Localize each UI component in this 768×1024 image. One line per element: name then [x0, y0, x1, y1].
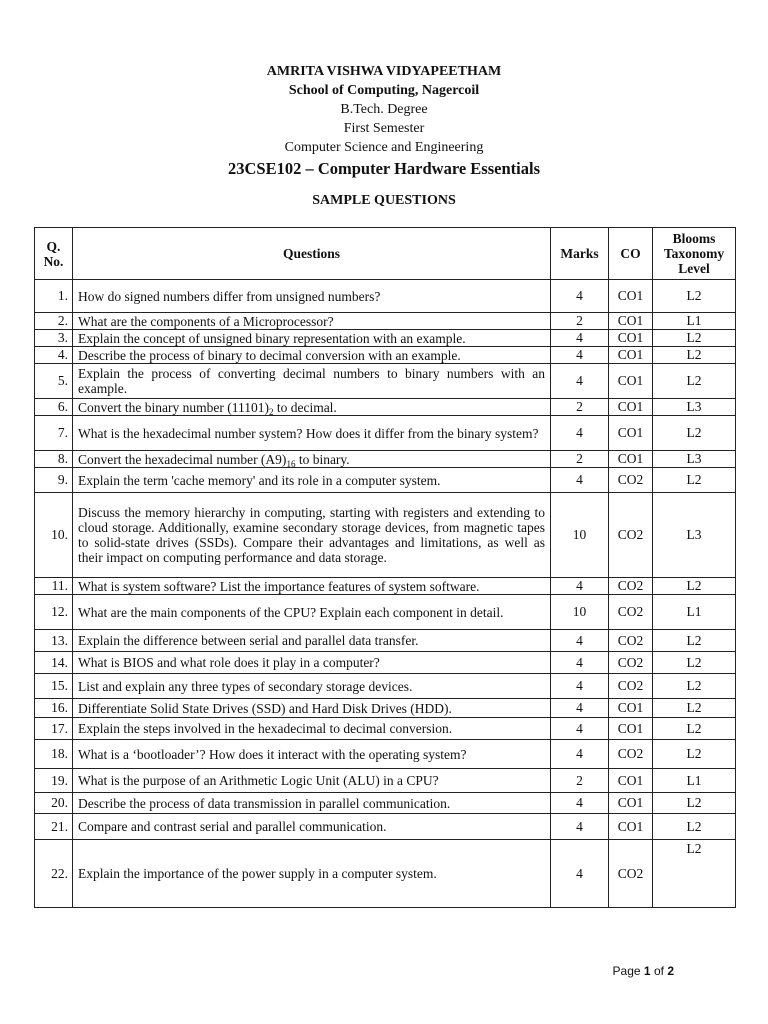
question-text: Differentiate Solid State Drives (SSD) and Hard Disk Drives (HDD). [73, 699, 551, 718]
table-row [35, 740, 736, 769]
row-number: 15. [35, 674, 73, 699]
question-text: What is the hexadecimal number system? How does it differ from the binary system? [73, 416, 551, 451]
course-outcome: CO1 [609, 399, 653, 416]
marks: 4 [551, 814, 609, 840]
table-row [35, 840, 736, 908]
question-text: What is the purpose of an Arithmetic Logic Unit (ALU) in a CPU? [73, 769, 551, 793]
department: Computer Science and Engineering [284, 140, 484, 155]
marks: 4 [551, 364, 609, 399]
blooms-level: L2 [653, 652, 736, 674]
blooms-level: L2 [653, 468, 736, 493]
marks: 4 [551, 674, 609, 699]
blooms-level: L3 [653, 493, 736, 578]
row-number: 1. [35, 280, 73, 313]
question-text: How do signed numbers differ from unsigned numbers? [73, 280, 551, 313]
row-number: 18. [35, 740, 73, 769]
table-row [35, 399, 736, 416]
blooms-level: L2 [653, 740, 736, 769]
row-number: 13. [35, 630, 73, 652]
marks: 4 [551, 416, 609, 451]
table-row [35, 578, 736, 595]
course-outcome: CO2 [609, 630, 653, 652]
course-outcome: CO1 [609, 330, 653, 347]
table-row [35, 416, 736, 451]
table-header-row [35, 228, 736, 280]
question-text: Describe the process of binary to decimal conversion with an example. [73, 347, 551, 364]
question-text: What is BIOS and what role does it play in a computer? [73, 652, 551, 674]
section-title: SAMPLE QUESTIONS [312, 193, 456, 208]
blooms-level: L2 [653, 347, 736, 364]
blooms-level: L2 [653, 630, 736, 652]
row-number: 21. [35, 814, 73, 840]
marks: 4 [551, 280, 609, 313]
questions-table [34, 227, 736, 908]
question-text: What is a ‘bootloader’? How does it interact with the operating system? [73, 740, 551, 769]
marks: 2 [551, 313, 609, 330]
course-outcome: CO2 [609, 468, 653, 493]
blooms-level: L2 [653, 814, 736, 840]
page-total: 2 [667, 964, 674, 978]
row-number: 6. [35, 399, 73, 416]
row-number: 14. [35, 652, 73, 674]
question-text [73, 399, 551, 416]
marks: 4 [551, 699, 609, 718]
row-number: 8. [35, 451, 73, 468]
row-number: 19. [35, 769, 73, 793]
question-text: What are the main components of the CPU? Explain each component in detail. [73, 595, 551, 630]
question-text: Explain the steps involved in the hexadecimal to decimal conversion. [73, 718, 551, 740]
semester: First Semester [343, 121, 425, 136]
marks: 4 [551, 347, 609, 364]
marks: 2 [551, 769, 609, 793]
row-number: 2. [35, 313, 73, 330]
question-text: Discuss the memory hierarchy in computing, starting with registers and extending to cloud storage. Additionally, examine secondary storage devices, from magnetic tapes to solid-state drives (SSDs). Compare their advantages and limitations, as well as their impact on computing performance and data storage. [73, 493, 551, 578]
question-text: Compare and contrast serial and parallel communication. [73, 814, 551, 840]
base-subscript: 16 [286, 458, 296, 469]
table-row [35, 330, 736, 347]
question-text: What is system software? List the importance features of system software. [73, 578, 551, 595]
course-outcome: CO1 [609, 769, 653, 793]
question-text-part: Convert the hexadecimal number (A9) [78, 451, 287, 467]
course-outcome: CO1 [609, 718, 653, 740]
course-outcome: CO2 [609, 740, 653, 769]
marks: 2 [551, 399, 609, 416]
row-number: 16. [35, 699, 73, 718]
marks: 4 [551, 840, 609, 908]
row-number: 10. [35, 493, 73, 578]
marks: 10 [551, 493, 609, 578]
degree: B.Tech. Degree [340, 102, 428, 117]
question-text: Explain the importance of the power supply in a computer system. [73, 840, 551, 908]
table-row [35, 630, 736, 652]
row-number: 11. [35, 578, 73, 595]
course-outcome: CO1 [609, 416, 653, 451]
header-blooms: Blooms Taxonomy Level [653, 228, 736, 280]
course-outcome: CO1 [609, 313, 653, 330]
blooms-level: L2 [653, 330, 736, 347]
row-number: 12. [35, 595, 73, 630]
question-text-part: Convert the binary number (11101) [78, 399, 269, 415]
question-text: Explain the difference between serial and parallel data transfer. [73, 630, 551, 652]
question-text: Explain the term 'cache memory' and its role in a computer system. [73, 468, 551, 493]
header-marks: Marks [551, 228, 609, 280]
blooms-level: L2 [653, 364, 736, 399]
question-text: Explain the process of converting decimal numbers to binary numbers with an example. [73, 364, 551, 399]
table-row [35, 468, 736, 493]
marks: 10 [551, 595, 609, 630]
table-row [35, 280, 736, 313]
course-outcome: CO2 [609, 840, 653, 908]
page-label: Page [612, 964, 641, 978]
page-footer [613, 964, 674, 978]
table-row [35, 674, 736, 699]
marks: 4 [551, 578, 609, 595]
question-text: Explain the concept of unsigned binary representation with an example. [73, 330, 551, 347]
page-current: 1 [643, 964, 651, 978]
marks: 4 [551, 630, 609, 652]
blooms-level: L1 [653, 595, 736, 630]
course-outcome: CO1 [609, 364, 653, 399]
course-outcome: CO1 [609, 793, 653, 814]
blooms-level: L2 [653, 793, 736, 814]
question-text: Describe the process of data transmission in parallel communication. [73, 793, 551, 814]
marks: 4 [551, 468, 609, 493]
base-subscript: 2 [268, 406, 274, 417]
table-row [35, 595, 736, 630]
table-row [35, 718, 736, 740]
question-text [73, 451, 551, 468]
course-outcome: CO1 [609, 280, 653, 313]
course-outcome: CO2 [609, 493, 653, 578]
table-row [35, 793, 736, 814]
course-outcome: CO2 [609, 578, 653, 595]
row-number: 9. [35, 468, 73, 493]
table-row [35, 313, 736, 330]
blooms-level: L2 [653, 699, 736, 718]
header-qno: Q. No. [35, 228, 73, 280]
row-number: 3. [35, 330, 73, 347]
course-outcome: CO1 [609, 814, 653, 840]
course-outcome: CO1 [609, 451, 653, 468]
blooms-level: L2 [653, 674, 736, 699]
blooms-level: L1 [653, 313, 736, 330]
header-co: CO [609, 228, 653, 280]
course-title: 23CSE102 – Computer Hardware Essentials [228, 159, 540, 178]
marks: 4 [551, 793, 609, 814]
university-name: AMRITA VISHWA VIDYAPEETHAM [266, 64, 502, 79]
table-row [35, 493, 736, 578]
table-row [35, 814, 736, 840]
course-outcome: CO2 [609, 595, 653, 630]
row-number: 4. [35, 347, 73, 364]
marks: 4 [551, 740, 609, 769]
marks: 4 [551, 330, 609, 347]
blooms-level: L2 [653, 416, 736, 451]
question-text: What are the components of a Microprocessor? [73, 313, 551, 330]
marks: 4 [551, 652, 609, 674]
table-row [35, 652, 736, 674]
row-number: 22. [35, 840, 73, 908]
blooms-level: L2 [653, 718, 736, 740]
course-outcome: CO2 [609, 652, 653, 674]
course-outcome: CO1 [609, 699, 653, 718]
table-row [35, 699, 736, 718]
course-outcome: CO2 [609, 674, 653, 699]
row-number: 7. [35, 416, 73, 451]
table-row [35, 451, 736, 468]
question-text-part: to decimal. [273, 399, 337, 415]
blooms-level: L2 [653, 840, 736, 908]
table-row [35, 347, 736, 364]
school-name: School of Computing, Nagercoil [288, 83, 480, 98]
blooms-level: L2 [653, 578, 736, 595]
document-header [0, 62, 768, 209]
header-questions: Questions [73, 228, 551, 280]
blooms-level: L1 [653, 769, 736, 793]
page-of: of [653, 964, 664, 978]
blooms-level: L2 [653, 280, 736, 313]
question-text: List and explain any three types of secondary storage devices. [73, 674, 551, 699]
marks: 2 [551, 451, 609, 468]
course-outcome: CO1 [609, 347, 653, 364]
table-row [35, 769, 736, 793]
blooms-level: L3 [653, 399, 736, 416]
row-number: 17. [35, 718, 73, 740]
blooms-level: L3 [653, 451, 736, 468]
row-number: 5. [35, 364, 73, 399]
table-row [35, 364, 736, 399]
row-number: 20. [35, 793, 73, 814]
marks: 4 [551, 718, 609, 740]
question-text-part: to binary. [295, 451, 350, 467]
